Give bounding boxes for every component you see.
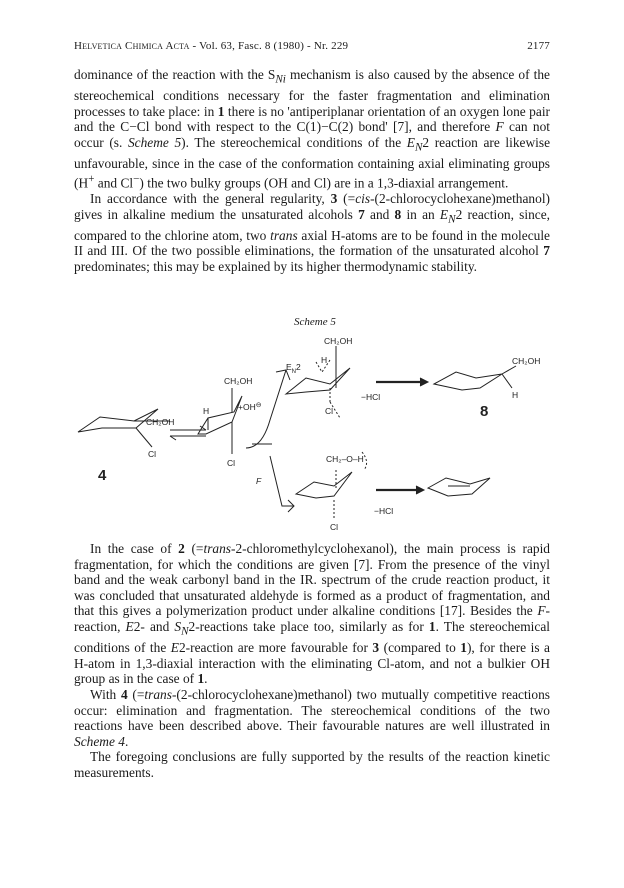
scheme-title: Scheme 5: [294, 316, 336, 328]
label-f: F: [256, 476, 262, 486]
label-cl-mid: Cl: [227, 458, 236, 468]
paragraph: The foregoing conclusions are fully supported by the results of the reaction kinetic measurements.: [74, 749, 550, 780]
product-substituents: [502, 366, 516, 388]
paragraph: With 4 (=trans-(2-chlorocyclohexane)methanol) two mutually competitive reactions occur: elimination and fragmentation. The stereochemical conditions of the two reactions have been described above. Their favourable natures are well illustrated in Scheme 4.: [74, 687, 551, 749]
label-hcl-upper: −HCl: [361, 392, 381, 402]
compound-number-8: 8: [480, 403, 489, 420]
product-arrowhead-lower: [416, 486, 424, 494]
label-cl-lower: Cl: [330, 522, 339, 532]
label-h-product: H: [512, 390, 519, 400]
paragraph: In accordance with the general regularity, 3 (=cis-(2-chlorocyclohexane)methanol) gives in alkaline medium the unsaturated alcohols 7 and 8 in an $E_N2$ reaction, since, compared to the chlorine atom, two trans axial H-atoms are to be found in the molecule II and III. Of the two possible eliminations, the formation of the unsaturated alcohol 7 predominates; this may be explained by its higher thermodynamic stability.: [74, 190, 551, 275]
label-h-mid: H: [203, 406, 210, 416]
compound-number-4: 4: [98, 467, 107, 484]
label-ch2oh-left: CH₂OH: [146, 417, 175, 427]
label-ch2oh-top: CH₂OH: [324, 336, 353, 346]
label-ch2-o-h: CH₂–O–H: [326, 454, 364, 464]
product-arrowhead-upper: [420, 378, 428, 386]
label-cl-left: Cl: [148, 449, 157, 459]
label-h-top: H: [321, 355, 328, 365]
label-hcl-lower: −HCl: [374, 506, 394, 516]
f-pathway-arrow: [270, 456, 294, 512]
label-ch2oh-mid: CH₂OH: [224, 376, 253, 386]
body-text-bottom: [74, 541, 550, 781]
label-cl-upper: Cl: [325, 406, 334, 416]
cl-bond-left: [136, 428, 152, 447]
label-oh-minus: +OH⊖: [238, 402, 262, 412]
journal-name: Helvetica Chimica Acta: [74, 40, 190, 52]
label-ch2oh-product: CH₂OH: [512, 356, 541, 366]
label-en2: $E_N2$: [286, 362, 301, 375]
journal-citation: - Vol. 63, Fasc. 8 (1980) - Nr. 229: [189, 40, 349, 52]
lower-product-ring: [428, 478, 490, 496]
paragraph: In the case of 2 (=trans-2-chloromethylcyclohexanol), the main process is rapid fragmentation, for which the conditions are given [7]. From the presence of the vinyl band and the weak carbonyl band in the IR. spectrum of the crude reaction product, it was concluded that unsaturated aldehyde is formed as a product of fragmentation, and that this gives a polymerization product under alkaline conditions [17]. Besides the F-reaction, E2- and $S_N2$-reactions take place too, similarly as for 1. The stereochemical conditions of the E2-reaction are more favourable for 3 (compared to 1), for there is a H-atom in 1,3-diaxial interaction with the eliminating Cl-atom, and not a bulkier OH group as in the case of 1.: [74, 541, 550, 687]
page-number: 2177: [527, 40, 550, 52]
paragraph: dominance of the reaction with the $S_{Ni}$ mechanism is also caused by the absence of the stereochemical conditions necessary for the faster fragmentation and elimination processes to take place: in 1 there is no 'antiperiplanar orientation of an oxygen lone pair and the C−Cl bond with respect to the C(1)−C(2) bond' [7], and therefore F can not occur (s. Scheme 5). The stereochemical conditions of the $E_N2$ reaction are likewise unfavourable, since in the case of the conformation containing axial eliminating groups (H+ and Cl−) the two bulky groups (OH and Cl) are in a 1,3-diaxial arrangement.: [74, 67, 551, 191]
equilibrium-arrow-back: [170, 436, 206, 440]
cyclohexane-ring-lower: [296, 472, 352, 498]
cyclohexene-ring-8: [434, 372, 502, 390]
